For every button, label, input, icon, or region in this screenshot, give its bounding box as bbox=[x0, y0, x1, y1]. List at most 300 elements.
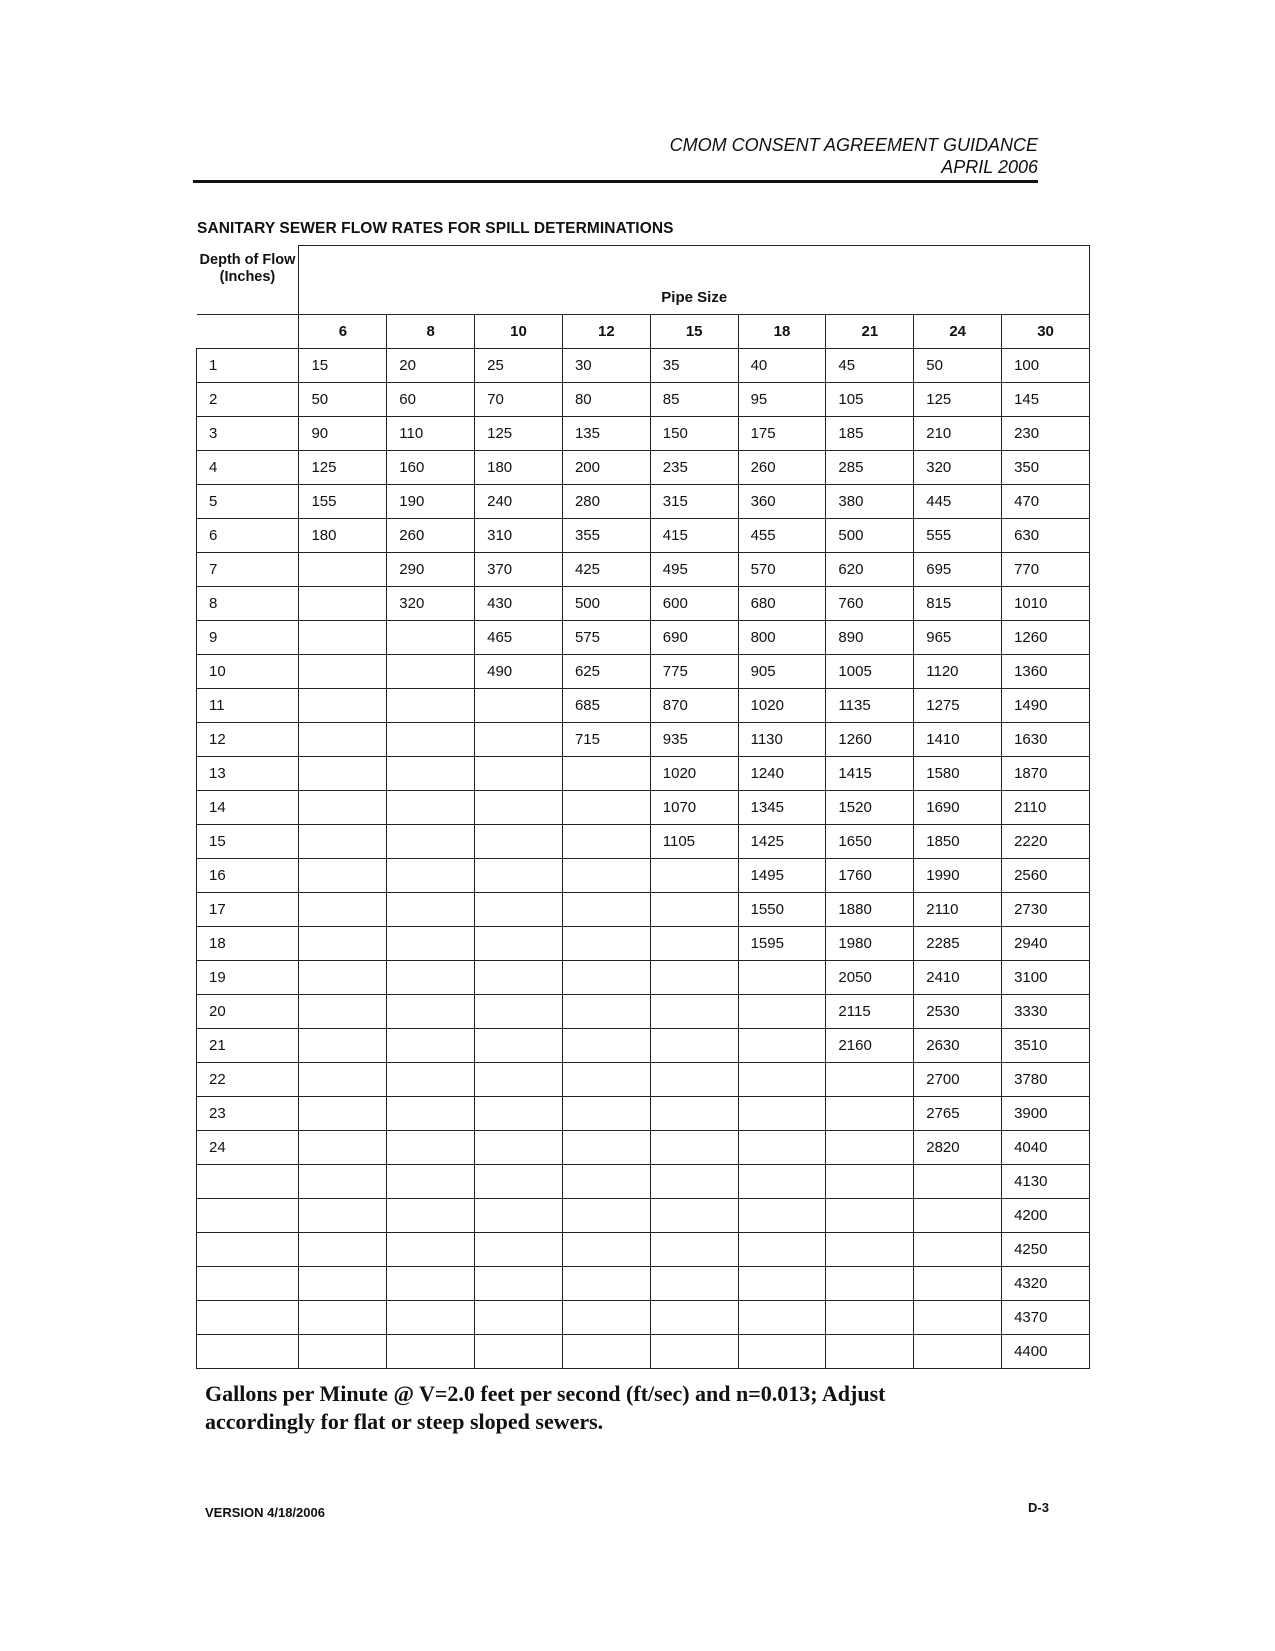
pipe-size-30: 30 bbox=[1002, 315, 1090, 349]
flow-rate-cell bbox=[738, 1267, 826, 1301]
flow-rate-cell bbox=[299, 995, 387, 1029]
flow-rate-cell bbox=[650, 1063, 738, 1097]
flow-rate-cell: 1980 bbox=[826, 927, 914, 961]
flow-rate-cell bbox=[738, 1233, 826, 1267]
flow-rate-cell: 630 bbox=[1002, 519, 1090, 553]
flow-rate-cell: 2940 bbox=[1002, 927, 1090, 961]
flow-rate-cell: 370 bbox=[475, 553, 563, 587]
flow-rate-cell bbox=[387, 689, 475, 723]
depth-cell: 10 bbox=[197, 655, 299, 689]
flow-rate-cell bbox=[475, 1233, 563, 1267]
flow-rate-cell bbox=[650, 1097, 738, 1131]
flow-rate-cell bbox=[562, 1063, 650, 1097]
flow-rate-cell: 1275 bbox=[914, 689, 1002, 723]
flow-rate-cell bbox=[387, 757, 475, 791]
flow-rate-cell bbox=[826, 1165, 914, 1199]
flow-rate-cell: 1120 bbox=[914, 655, 1002, 689]
depth-cell: 8 bbox=[197, 587, 299, 621]
flow-rate-cell: 150 bbox=[650, 417, 738, 451]
flow-rate-cell bbox=[475, 1301, 563, 1335]
depth-cell: 6 bbox=[197, 519, 299, 553]
flow-rate-cell: 870 bbox=[650, 689, 738, 723]
page-number: D-3 bbox=[1028, 1500, 1049, 1515]
flow-rate-cell bbox=[475, 1131, 563, 1165]
flow-rate-cell bbox=[650, 995, 738, 1029]
flow-rate-cell: 45 bbox=[826, 349, 914, 383]
flow-rate-cell: 685 bbox=[562, 689, 650, 723]
flow-rate-cell bbox=[650, 893, 738, 927]
flow-rate-cell bbox=[475, 1199, 563, 1233]
depth-cell bbox=[197, 1301, 299, 1335]
table-row bbox=[197, 519, 1090, 553]
flow-rate-cell bbox=[475, 1335, 563, 1369]
flow-rate-cell: 50 bbox=[914, 349, 1002, 383]
flow-rate-cell bbox=[562, 1301, 650, 1335]
flow-rate-cell: 1345 bbox=[738, 791, 826, 825]
flow-rate-cell bbox=[299, 927, 387, 961]
depth-cell: 19 bbox=[197, 961, 299, 995]
depth-cell: 23 bbox=[197, 1097, 299, 1131]
pipe-size-24: 24 bbox=[914, 315, 1002, 349]
table-row bbox=[197, 723, 1090, 757]
flow-rate-cell: 285 bbox=[826, 451, 914, 485]
flow-rate-cell: 470 bbox=[1002, 485, 1090, 519]
flow-rate-cell: 175 bbox=[738, 417, 826, 451]
flow-rate-cell bbox=[387, 995, 475, 1029]
flow-rate-cell: 815 bbox=[914, 587, 1002, 621]
header-rule bbox=[193, 180, 1038, 183]
flow-rate-cell: 90 bbox=[299, 417, 387, 451]
flow-rate-cell: 690 bbox=[650, 621, 738, 655]
flow-rate-cell: 85 bbox=[650, 383, 738, 417]
table-row bbox=[197, 1233, 1090, 1267]
flow-rate-cell bbox=[475, 689, 563, 723]
flow-rate-cell: 905 bbox=[738, 655, 826, 689]
page-header bbox=[670, 134, 1038, 178]
flow-rate-cell: 680 bbox=[738, 587, 826, 621]
depth-cell: 17 bbox=[197, 893, 299, 927]
table-row bbox=[197, 587, 1090, 621]
flow-rate-cell bbox=[387, 791, 475, 825]
table-row bbox=[197, 621, 1090, 655]
flow-rate-cell bbox=[299, 859, 387, 893]
flow-rate-cell: 350 bbox=[1002, 451, 1090, 485]
flow-rate-cell: 1415 bbox=[826, 757, 914, 791]
flow-rate-cell bbox=[387, 1233, 475, 1267]
flow-rate-cell bbox=[387, 1301, 475, 1335]
flow-rate-cell bbox=[299, 1029, 387, 1063]
flow-rate-cell bbox=[650, 1131, 738, 1165]
flow-rate-cell: 1520 bbox=[826, 791, 914, 825]
pipe-size-row bbox=[197, 315, 1090, 349]
flow-rate-cell bbox=[475, 1165, 563, 1199]
flow-rate-cell: 1360 bbox=[1002, 655, 1090, 689]
table-row bbox=[197, 417, 1090, 451]
flow-rate-cell bbox=[826, 1097, 914, 1131]
flow-rate-cell bbox=[299, 689, 387, 723]
flow-rate-cell bbox=[475, 893, 563, 927]
flow-rate-cell: 500 bbox=[826, 519, 914, 553]
flow-rate-cell bbox=[299, 757, 387, 791]
flow-rate-cell: 100 bbox=[1002, 349, 1090, 383]
flow-rate-cell bbox=[826, 1199, 914, 1233]
flow-rate-cell: 2630 bbox=[914, 1029, 1002, 1063]
flow-rate-cell bbox=[826, 1267, 914, 1301]
flow-rate-cell: 60 bbox=[387, 383, 475, 417]
flow-rate-cell bbox=[826, 1301, 914, 1335]
flow-rate-cell: 1020 bbox=[738, 689, 826, 723]
flow-rate-cell: 240 bbox=[475, 485, 563, 519]
depth-cell: 21 bbox=[197, 1029, 299, 1063]
flow-rate-cell: 430 bbox=[475, 587, 563, 621]
flow-rate-cell: 50 bbox=[299, 383, 387, 417]
table-row bbox=[197, 995, 1090, 1029]
flow-rate-cell bbox=[738, 995, 826, 1029]
table-row bbox=[197, 757, 1090, 791]
flow-rate-cell bbox=[387, 1131, 475, 1165]
flow-rate-cell: 1020 bbox=[650, 757, 738, 791]
flow-rate-cell bbox=[914, 1165, 1002, 1199]
flow-rate-cell: 760 bbox=[826, 587, 914, 621]
flow-rate-cell: 3330 bbox=[1002, 995, 1090, 1029]
flow-rate-cell bbox=[738, 1165, 826, 1199]
flow-rate-cell: 2050 bbox=[826, 961, 914, 995]
flow-rate-cell: 135 bbox=[562, 417, 650, 451]
flow-rate-cell: 315 bbox=[650, 485, 738, 519]
flow-rate-cell: 4400 bbox=[1002, 1335, 1090, 1369]
flow-rate-cell: 235 bbox=[650, 451, 738, 485]
flow-rate-cell: 25 bbox=[475, 349, 563, 383]
flow-rate-cell bbox=[299, 723, 387, 757]
flow-rate-cell bbox=[387, 825, 475, 859]
table-row bbox=[197, 689, 1090, 723]
flow-rate-cell bbox=[562, 1233, 650, 1267]
flow-rate-cell bbox=[387, 859, 475, 893]
flow-rate-cell bbox=[562, 825, 650, 859]
flow-rate-cell: 2160 bbox=[826, 1029, 914, 1063]
flow-rate-cell: 4320 bbox=[1002, 1267, 1090, 1301]
flow-rate-cell bbox=[562, 1131, 650, 1165]
flow-rate-cell bbox=[475, 757, 563, 791]
flow-rate-cell: 355 bbox=[562, 519, 650, 553]
flow-rate-cell: 95 bbox=[738, 383, 826, 417]
flow-rate-cell bbox=[562, 1335, 650, 1369]
flow-rate-cell bbox=[562, 893, 650, 927]
flow-rate-cell: 495 bbox=[650, 553, 738, 587]
flow-rate-cell: 105 bbox=[826, 383, 914, 417]
flow-rate-cell bbox=[387, 1267, 475, 1301]
pipe-size-18: 18 bbox=[738, 315, 826, 349]
flow-rate-cell: 935 bbox=[650, 723, 738, 757]
flow-rate-cell: 2410 bbox=[914, 961, 1002, 995]
flow-rate-cell: 4200 bbox=[1002, 1199, 1090, 1233]
table-footnote: Gallons per Minute @ V=2.0 feet per second (ft/sec) and n=0.013; Adjust accordingly for flat or steep sloped sewers. bbox=[205, 1381, 886, 1434]
flow-rate-cell: 110 bbox=[387, 417, 475, 451]
flow-rate-cell: 1880 bbox=[826, 893, 914, 927]
flow-rate-cell: 230 bbox=[1002, 417, 1090, 451]
flow-rate-cell: 15 bbox=[299, 349, 387, 383]
flow-rate-cell: 575 bbox=[562, 621, 650, 655]
flow-rate-cell: 290 bbox=[387, 553, 475, 587]
flow-rate-cell: 1130 bbox=[738, 723, 826, 757]
depth-cell: 1 bbox=[197, 349, 299, 383]
flow-rate-cell: 1850 bbox=[914, 825, 1002, 859]
flow-rate-cell: 620 bbox=[826, 553, 914, 587]
flow-rate-cell: 570 bbox=[738, 553, 826, 587]
flow-rate-cell: 1005 bbox=[826, 655, 914, 689]
flow-rate-cell bbox=[914, 1335, 1002, 1369]
flow-rate-cell: 1260 bbox=[826, 723, 914, 757]
flow-rate-cell bbox=[475, 1267, 563, 1301]
depth-cell: 3 bbox=[197, 417, 299, 451]
document-date: APRIL 2006 bbox=[941, 157, 1038, 177]
flow-rate-cell: 800 bbox=[738, 621, 826, 655]
flow-rate-cell bbox=[826, 1335, 914, 1369]
table-row bbox=[197, 927, 1090, 961]
flow-rate-cell: 1010 bbox=[1002, 587, 1090, 621]
flow-rate-cell: 125 bbox=[299, 451, 387, 485]
document-title: CMOM CONSENT AGREEMENT GUIDANCE bbox=[669, 135, 1038, 155]
flow-rate-cell: 20 bbox=[387, 349, 475, 383]
flow-rate-cell: 155 bbox=[299, 485, 387, 519]
flow-rate-cell bbox=[650, 1199, 738, 1233]
depth-cell: 24 bbox=[197, 1131, 299, 1165]
flow-rate-cell: 770 bbox=[1002, 553, 1090, 587]
flow-rate-cell: 1135 bbox=[826, 689, 914, 723]
depth-cell: 20 bbox=[197, 995, 299, 1029]
flow-rate-cell: 180 bbox=[475, 451, 563, 485]
flow-rate-cell bbox=[387, 621, 475, 655]
flow-rate-cell: 1580 bbox=[914, 757, 1002, 791]
flow-rate-cell bbox=[299, 1335, 387, 1369]
pipe-size-12: 12 bbox=[562, 315, 650, 349]
table-row bbox=[197, 349, 1090, 383]
depth-cell: 15 bbox=[197, 825, 299, 859]
flow-rate-cell: 3100 bbox=[1002, 961, 1090, 995]
flow-rate-cell bbox=[650, 1267, 738, 1301]
table-body bbox=[197, 349, 1090, 1369]
flow-rate-cell: 2115 bbox=[826, 995, 914, 1029]
flow-rate-cell bbox=[475, 723, 563, 757]
table-row bbox=[197, 1131, 1090, 1165]
depth-cell: 16 bbox=[197, 859, 299, 893]
flow-rate-cell: 1595 bbox=[738, 927, 826, 961]
flow-rate-cell bbox=[299, 1199, 387, 1233]
flow-rate-cell: 2820 bbox=[914, 1131, 1002, 1165]
flow-rate-cell bbox=[738, 961, 826, 995]
table-row bbox=[197, 1335, 1090, 1369]
flow-rate-cell: 3780 bbox=[1002, 1063, 1090, 1097]
flow-rate-cell bbox=[387, 1335, 475, 1369]
flow-rate-cell: 3900 bbox=[1002, 1097, 1090, 1131]
flow-rate-cell: 600 bbox=[650, 587, 738, 621]
version-label: VERSION 4/18/2006 bbox=[205, 1505, 325, 1520]
flow-rate-cell: 1630 bbox=[1002, 723, 1090, 757]
flow-rate-cell: 775 bbox=[650, 655, 738, 689]
flow-rate-cell: 125 bbox=[914, 383, 1002, 417]
flow-rate-cell bbox=[826, 1131, 914, 1165]
depth-cell: 12 bbox=[197, 723, 299, 757]
flow-rate-cell bbox=[738, 1199, 826, 1233]
flow-rate-cell bbox=[475, 1029, 563, 1063]
flow-rate-cell: 2110 bbox=[1002, 791, 1090, 825]
flow-rate-cell bbox=[738, 1097, 826, 1131]
blank-header-cell bbox=[197, 315, 299, 349]
flow-rate-cell bbox=[562, 1097, 650, 1131]
flow-rate-cell bbox=[650, 1233, 738, 1267]
flow-rate-cell: 4370 bbox=[1002, 1301, 1090, 1335]
flow-rate-cell: 180 bbox=[299, 519, 387, 553]
flow-rate-cell: 160 bbox=[387, 451, 475, 485]
flow-rate-cell: 2560 bbox=[1002, 859, 1090, 893]
flow-rate-cell: 4250 bbox=[1002, 1233, 1090, 1267]
flow-rate-cell bbox=[562, 757, 650, 791]
flow-rate-cell: 1105 bbox=[650, 825, 738, 859]
flow-rate-cell bbox=[914, 1199, 1002, 1233]
flow-rate-cell: 2285 bbox=[914, 927, 1002, 961]
flow-rate-cell bbox=[475, 927, 563, 961]
flow-rate-cell: 35 bbox=[650, 349, 738, 383]
flow-rate-cell: 1240 bbox=[738, 757, 826, 791]
flow-rate-cell bbox=[738, 1063, 826, 1097]
flow-rate-cell: 320 bbox=[914, 451, 1002, 485]
flow-rate-cell bbox=[299, 1301, 387, 1335]
flow-rate-cell bbox=[562, 791, 650, 825]
flow-rate-cell bbox=[650, 859, 738, 893]
flow-rate-cell bbox=[650, 927, 738, 961]
flow-rate-cell bbox=[299, 893, 387, 927]
flow-rate-cell bbox=[299, 1063, 387, 1097]
depth-cell: 14 bbox=[197, 791, 299, 825]
depth-cell bbox=[197, 1165, 299, 1199]
flow-rate-cell bbox=[387, 893, 475, 927]
flow-rate-cell bbox=[299, 961, 387, 995]
flow-rate-cell: 415 bbox=[650, 519, 738, 553]
flow-rate-cell: 200 bbox=[562, 451, 650, 485]
depth-of-flow-header: Depth of Flow (Inches) bbox=[197, 246, 299, 315]
flow-rate-cell bbox=[914, 1233, 1002, 1267]
flow-rate-cell: 1260 bbox=[1002, 621, 1090, 655]
depth-cell: 4 bbox=[197, 451, 299, 485]
depth-cell bbox=[197, 1233, 299, 1267]
flow-rate-cell: 4040 bbox=[1002, 1131, 1090, 1165]
flow-rate-cell: 185 bbox=[826, 417, 914, 451]
flow-rate-cell bbox=[387, 1199, 475, 1233]
pipe-size-6: 6 bbox=[299, 315, 387, 349]
flow-rate-cell bbox=[650, 1165, 738, 1199]
flow-rate-cell: 500 bbox=[562, 587, 650, 621]
table-row bbox=[197, 1165, 1090, 1199]
flow-rate-cell bbox=[299, 791, 387, 825]
depth-cell: 22 bbox=[197, 1063, 299, 1097]
flow-rate-cell bbox=[650, 1335, 738, 1369]
flow-rate-cell: 3510 bbox=[1002, 1029, 1090, 1063]
depth-cell: 7 bbox=[197, 553, 299, 587]
flow-rate-cell: 1550 bbox=[738, 893, 826, 927]
flow-rate-cell bbox=[475, 995, 563, 1029]
flow-rate-cell bbox=[562, 1029, 650, 1063]
flow-rate-cell: 890 bbox=[826, 621, 914, 655]
table-row bbox=[197, 791, 1090, 825]
flow-rate-cell bbox=[299, 1131, 387, 1165]
flow-rate-cell bbox=[475, 1097, 563, 1131]
depth-cell: 5 bbox=[197, 485, 299, 519]
flow-rate-cell bbox=[475, 791, 563, 825]
table-row bbox=[197, 1063, 1090, 1097]
flow-rate-cell bbox=[738, 1029, 826, 1063]
depth-cell: 11 bbox=[197, 689, 299, 723]
flow-rate-cell bbox=[562, 961, 650, 995]
flow-rate-cell: 30 bbox=[562, 349, 650, 383]
flow-rate-cell: 80 bbox=[562, 383, 650, 417]
flow-rate-cell: 1690 bbox=[914, 791, 1002, 825]
table-row bbox=[197, 1199, 1090, 1233]
flow-rate-cell: 1425 bbox=[738, 825, 826, 859]
flow-rate-cell: 1990 bbox=[914, 859, 1002, 893]
flow-rate-cell bbox=[387, 1063, 475, 1097]
flow-rate-cell bbox=[562, 1199, 650, 1233]
table-row bbox=[197, 1029, 1090, 1063]
flow-rate-cell: 2110 bbox=[914, 893, 1002, 927]
flow-rate-cell bbox=[475, 859, 563, 893]
flow-rate-cell bbox=[475, 825, 563, 859]
flow-rate-cell: 1760 bbox=[826, 859, 914, 893]
flow-rate-cell: 260 bbox=[738, 451, 826, 485]
flow-rate-cell bbox=[387, 1165, 475, 1199]
table-row bbox=[197, 825, 1090, 859]
flow-rate-cell bbox=[299, 587, 387, 621]
flow-rate-cell bbox=[738, 1131, 826, 1165]
flow-rate-cell: 625 bbox=[562, 655, 650, 689]
depth-cell bbox=[197, 1267, 299, 1301]
flow-rate-cell bbox=[299, 553, 387, 587]
flow-rate-cell bbox=[562, 1267, 650, 1301]
table-row bbox=[197, 655, 1090, 689]
depth-cell: 9 bbox=[197, 621, 299, 655]
flow-rate-cell bbox=[914, 1301, 1002, 1335]
flow-rate-cell bbox=[738, 1301, 826, 1335]
flow-rate-cell bbox=[299, 621, 387, 655]
flow-rate-cell bbox=[475, 1063, 563, 1097]
flow-rate-cell bbox=[650, 1301, 738, 1335]
table-title: SANITARY SEWER FLOW RATES FOR SPILL DETERMINATIONS bbox=[197, 220, 674, 237]
flow-rate-cell: 70 bbox=[475, 383, 563, 417]
flow-rate-cell bbox=[475, 961, 563, 995]
flow-rate-cell bbox=[738, 1335, 826, 1369]
flow-rate-cell bbox=[562, 859, 650, 893]
flow-rate-cell: 1410 bbox=[914, 723, 1002, 757]
depth-cell: 18 bbox=[197, 927, 299, 961]
table-row bbox=[197, 1267, 1090, 1301]
flow-rate-cell: 715 bbox=[562, 723, 650, 757]
table-row bbox=[197, 893, 1090, 927]
flow-rate-cell: 360 bbox=[738, 485, 826, 519]
flow-rate-cell: 455 bbox=[738, 519, 826, 553]
flow-rate-cell: 1650 bbox=[826, 825, 914, 859]
flow-rate-cell bbox=[826, 1233, 914, 1267]
pipe-size-10: 10 bbox=[475, 315, 563, 349]
flow-rate-cell bbox=[650, 1029, 738, 1063]
flow-rate-cell bbox=[914, 1267, 1002, 1301]
depth-cell: 2 bbox=[197, 383, 299, 417]
flow-rate-cell bbox=[387, 1097, 475, 1131]
flow-rate-cell: 1070 bbox=[650, 791, 738, 825]
flow-rate-cell: 210 bbox=[914, 417, 1002, 451]
flow-rate-cell bbox=[387, 655, 475, 689]
flow-rate-cell: 465 bbox=[475, 621, 563, 655]
flow-rate-cell: 2530 bbox=[914, 995, 1002, 1029]
flow-rate-cell: 555 bbox=[914, 519, 1002, 553]
